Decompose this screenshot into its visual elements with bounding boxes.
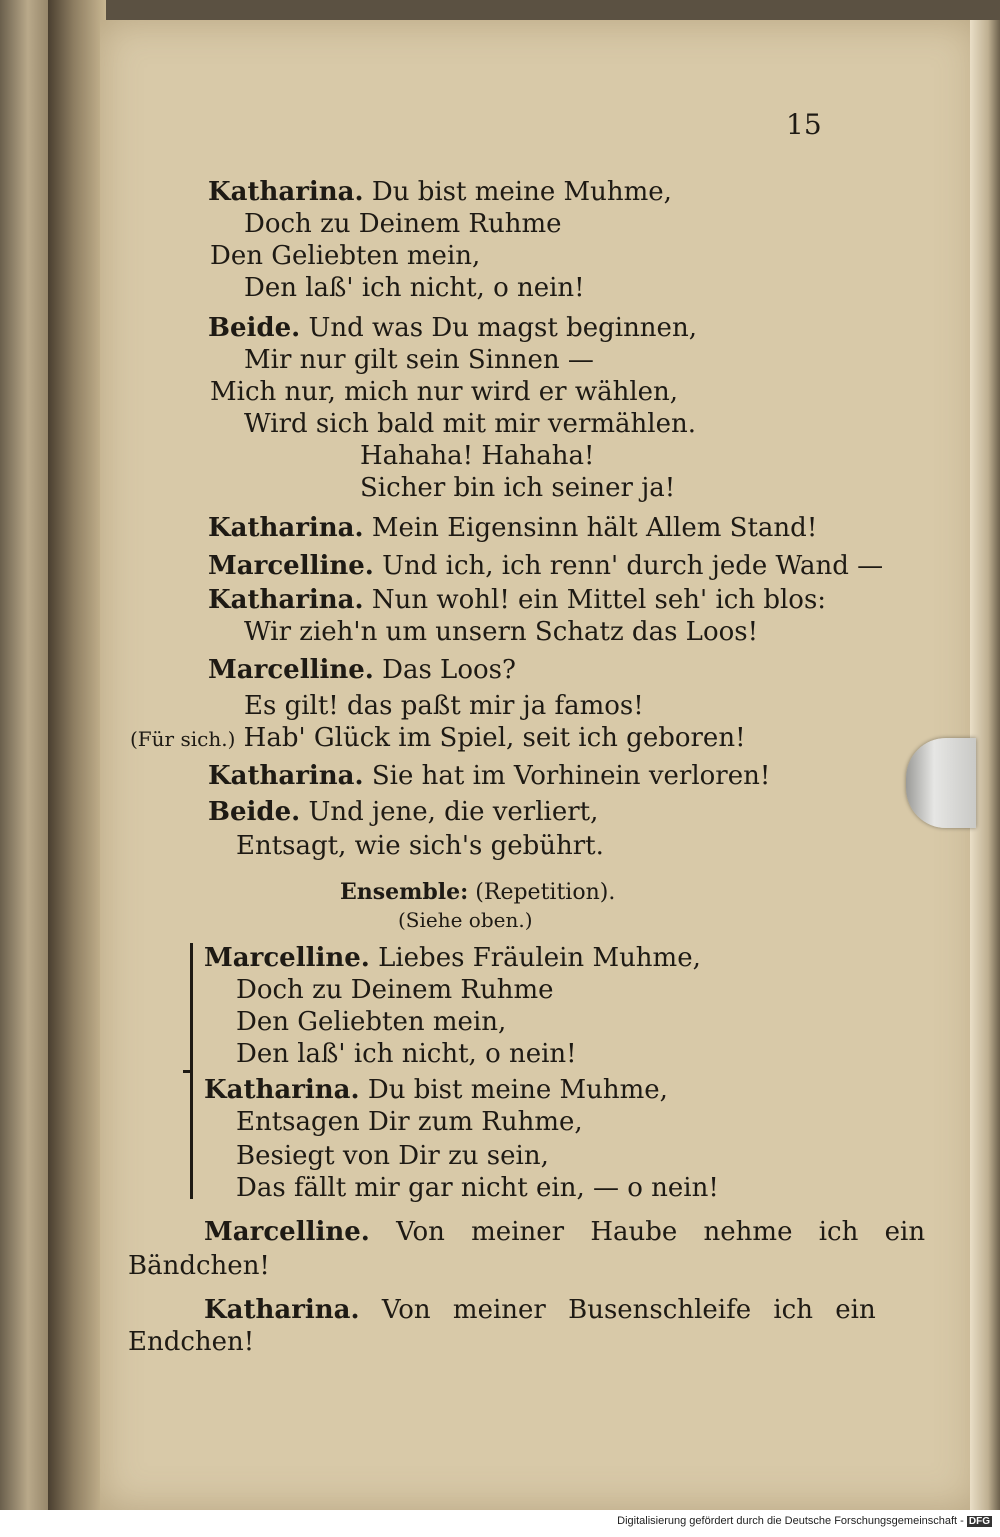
stage-direction: (Für sich.)	[130, 727, 236, 751]
text-line: Mir nur gilt sein Sinnen —	[244, 345, 594, 375]
text-line: Sicher bin ich seiner ja!	[360, 473, 676, 503]
text-line: Katharina. Von meiner Busenschleife ich ein	[204, 1295, 876, 1325]
speaker-name: Katharina.	[208, 513, 364, 543]
text-line: Marcelline. Von meiner Haube nehme ich ein	[204, 1217, 926, 1247]
text-line: Hahaha! Hahaha!	[360, 441, 595, 471]
digitization-credit: Digitalisierung gefördert durch die Deutsche Forschungsgemeinschaft - DFG	[617, 1515, 990, 1527]
speaker-name: Marcelline.	[208, 655, 374, 685]
dfg-logo: DFG	[968, 1516, 990, 1527]
text-line: Katharina. Du bist meine Muhme,	[208, 177, 672, 207]
text-line: Katharina. Nun wohl! ein Mittel seh' ich blos:	[208, 585, 827, 615]
text-line: Beide. Und jene, die verliert,	[208, 797, 599, 827]
page-number: 15	[786, 108, 822, 141]
text-line: Den Geliebten mein,	[236, 1007, 507, 1037]
speaker-name: Marcelline.	[204, 943, 370, 973]
page-clip	[906, 738, 976, 828]
text-line: Ensemble: (Repetition).	[340, 879, 616, 905]
text-line: Den laß' ich nicht, o nein!	[244, 273, 585, 303]
speaker-name: Katharina.	[208, 761, 364, 791]
text-line: (Für sich.) Hab' Glück im Spiel, seit ich geboren!	[130, 723, 746, 753]
speaker-name: Katharina.	[204, 1075, 360, 1105]
text-line: Marcelline. Das Loos?	[208, 655, 516, 685]
text-line: Besiegt von Dir zu sein,	[236, 1141, 549, 1171]
text-line: Doch zu Deinem Ruhme	[236, 975, 554, 1005]
speaker-name: Beide.	[208, 797, 301, 827]
text-line: Wird sich bald mit mir vermählen.	[244, 409, 696, 439]
speaker-name: Beide.	[208, 313, 301, 343]
speaker-name: Marcelline.	[204, 1217, 370, 1247]
speaker-name: Katharina.	[204, 1295, 360, 1325]
text-line: Es gilt! das paßt mir ja famos!	[244, 691, 644, 721]
text-line: Entsagen Dir zum Ruhme,	[236, 1107, 583, 1137]
text-line: Wir zieh'n um unsern Schatz das Loos!	[244, 617, 759, 647]
text-line: Das fällt mir gar nicht ein, — o nein!	[236, 1173, 719, 1203]
speaker-name: Marcelline.	[208, 551, 374, 581]
ensemble-brace	[190, 943, 207, 1199]
text-line: Marcelline. Und ich, ich renn' durch jede Wand —	[208, 551, 884, 581]
text-line: Bändchen!	[128, 1251, 270, 1281]
brace-tip	[183, 1070, 191, 1073]
text-line: Doch zu Deinem Ruhme	[244, 209, 562, 239]
text-line: Den laß' ich nicht, o nein!	[236, 1039, 577, 1069]
text-line: Den Geliebten mein,	[210, 241, 481, 271]
book-spine	[48, 0, 106, 1537]
speaker-name: Katharina.	[208, 177, 364, 207]
speaker-name: Ensemble:	[340, 879, 469, 905]
text-line: Marcelline. Liebes Fräulein Muhme,	[204, 943, 701, 973]
text-line: Katharina. Sie hat im Vorhinein verloren!	[208, 761, 771, 791]
text-line: Mich nur, mich nur wird er wählen,	[210, 377, 679, 407]
text-line: Katharina. Du bist meine Muhme,	[204, 1075, 668, 1105]
text-line: Entsagt, wie sich's gebührt.	[236, 831, 604, 861]
speaker-name: Katharina.	[208, 585, 364, 615]
text-line: Katharina. Mein Eigensinn hält Allem Stand!	[208, 513, 818, 543]
text-line: (Siehe oben.)	[398, 908, 533, 932]
text-line: Endchen!	[128, 1327, 255, 1357]
text-line: Beide. Und was Du magst beginnen,	[208, 313, 697, 343]
